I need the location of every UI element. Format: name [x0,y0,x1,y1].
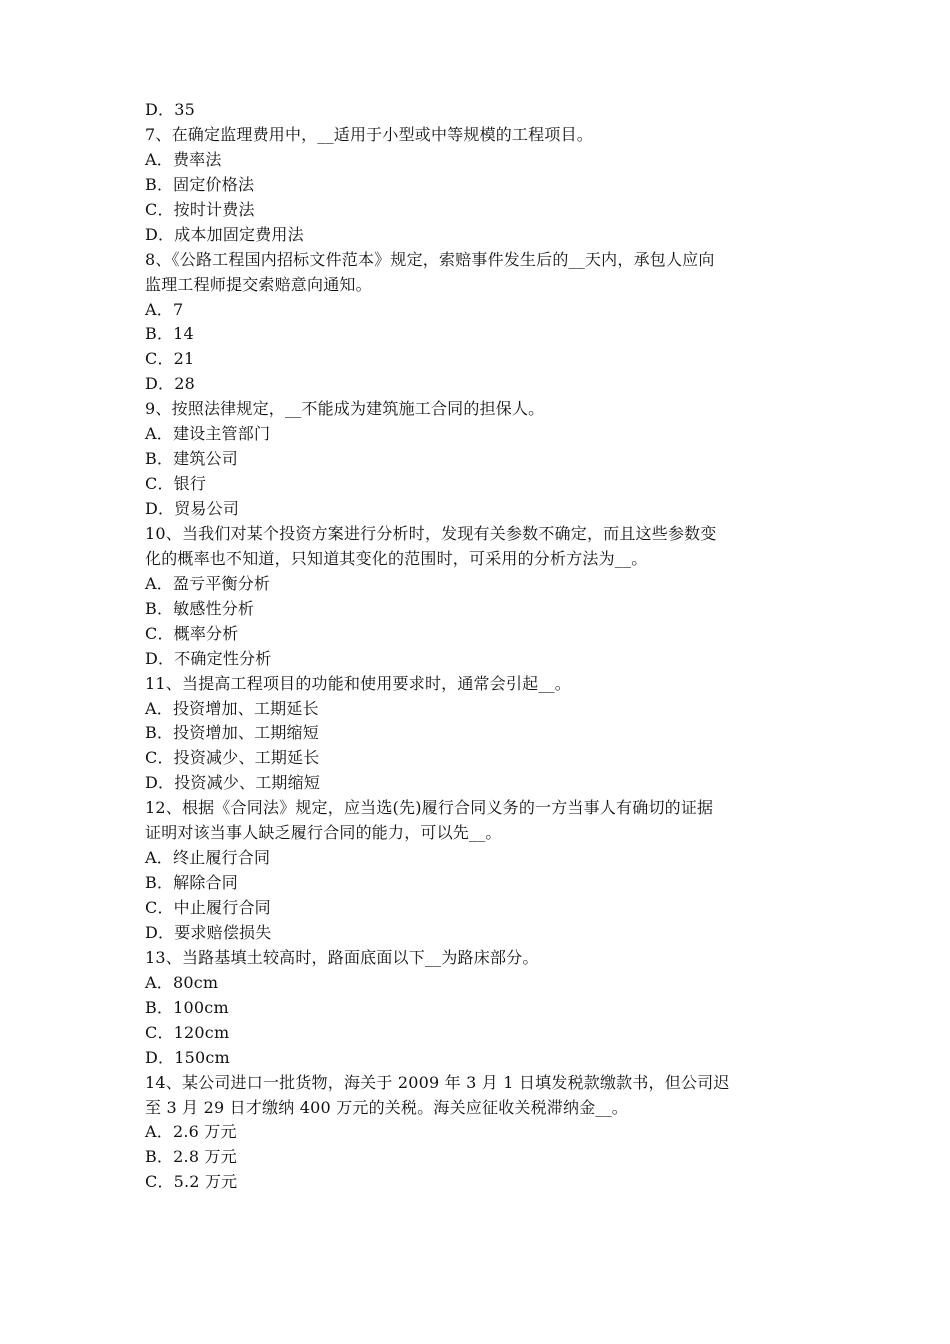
option-line: B．解除合同 [145,873,238,893]
option-line: A．投资增加、工期延长 [145,698,319,718]
option-line: A．2.6 万元 [145,1122,237,1142]
question-9-stem: 9、按照法律规定，__不能成为建筑施工合同的担保人。 [145,399,545,419]
option-line: A．盈亏平衡分析 [145,573,271,593]
option-line: C．21 [145,349,195,369]
question-11-stem: 11、当提高工程项目的功能和使用要求时，通常会引起__。 [145,673,571,693]
option-line: A．费率法 [145,149,222,169]
option-line: A．终止履行合同 [145,848,271,868]
option-line: B．固定价格法 [145,174,255,194]
question-10-stem-cont: 化的概率也不知道，只知道其变化的范围时，可采用的分析方法为__。 [145,548,648,568]
option-line: A．7 [145,299,184,319]
option-line: C．银行 [145,474,207,494]
option-line: A．建设主管部门 [145,424,271,444]
option-line: B．2.8 万元 [145,1147,237,1167]
option-line: C．按时计费法 [145,199,255,219]
option-line: D．成本加固定费用法 [145,224,304,244]
option-line: D．28 [145,374,195,394]
option-line: B．建筑公司 [145,449,238,469]
option-line: D．要求赔偿损失 [145,922,272,942]
question-13-stem: 13、当路基填土较高时，路面底面以下__为路床部分。 [145,947,539,967]
option-line: D．投资减少、工期缩短 [145,773,321,793]
option-line: D．贸易公司 [145,499,240,518]
question-8-stem-cont: 监理工程师提交索赔意向通知。 [145,274,372,294]
question-7-stem: 7、在确定监理费用中，__适用于小型或中等规模的工程项目。 [145,124,593,144]
document-page [145,98,815,1195]
option-line: B．100cm [145,997,229,1017]
option-line: A．80cm [145,972,219,992]
question-12-stem: 12、根据《合同法》规定，应当选(先)履行合同义务的一方当事人有确切的证据 [145,798,714,818]
question-12-stem-cont: 证明对该当事人缺乏履行合同的能力，可以先__。 [145,823,502,843]
option-line: D．150cm [145,1047,230,1067]
option-line: C．120cm [145,1022,230,1042]
option-line: B．14 [145,324,194,344]
question-14-stem: 14、某公司进口一批货物，海关于 2009 年 3 月 1 日填发税款缴款书，但公司迟 [145,1072,730,1092]
option-line: B．投资增加、工期缩短 [145,723,319,743]
question-10-stem: 10、当我们对某个投资方案进行分析时，发现有关参数不确定，而且这些参数变 [145,523,717,543]
option-line: C．概率分析 [145,623,239,643]
option-line: B．敏感性分析 [145,598,255,618]
option-line: C．投资减少、工期延长 [145,748,320,768]
option-line: C．5.2 万元 [145,1172,238,1192]
question-8-stem: 8、《公路工程国内招标文件范本》规定，索赔事件发生后的__天内，承包人应向 [145,249,715,269]
text-line: D．35 [145,100,195,119]
option-line: D．不确定性分析 [145,648,272,668]
option-line: C．中止履行合同 [145,898,271,917]
question-14-stem-cont: 至 3 月 29 日才缴纳 400 万元的关税。海关应征收关税滞纳金__。 [145,1097,628,1117]
